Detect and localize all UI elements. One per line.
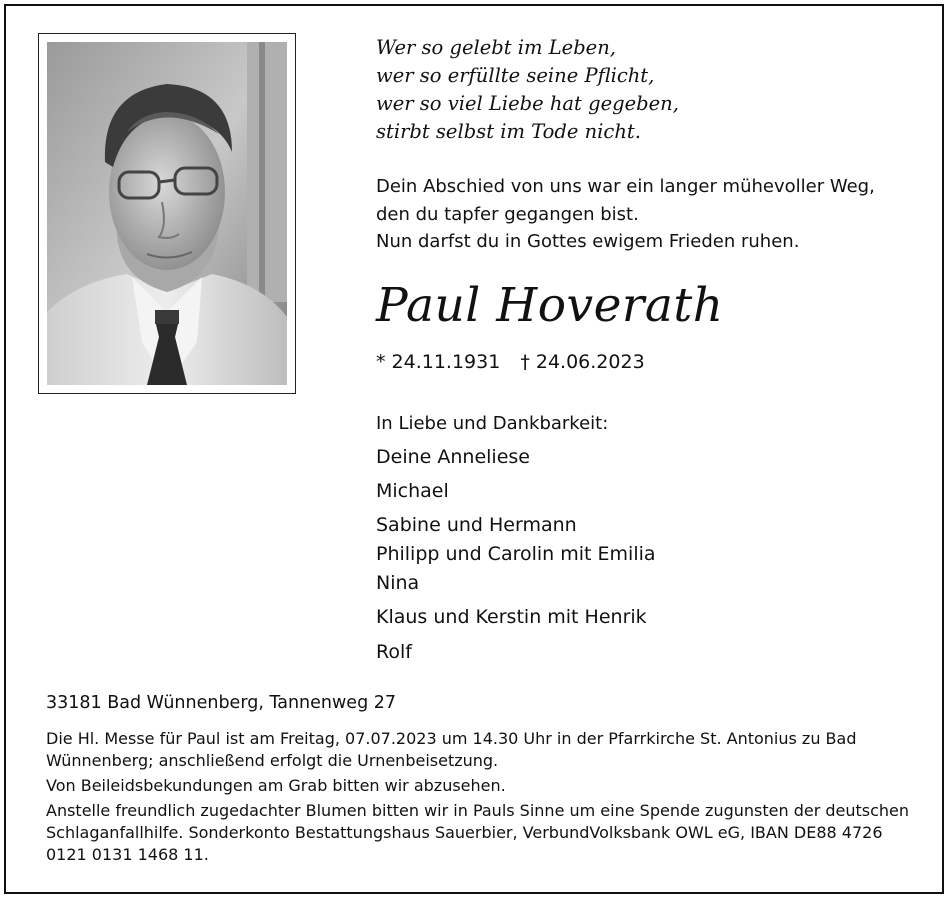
life-dates — [376, 348, 645, 376]
note-paragraph: Von Beileidsbekundungen am Grab bitten wir abzusehen. — [46, 776, 506, 795]
poem-line: stirbt selbst im Tode nicht. — [376, 120, 641, 143]
family-member: Philipp und Carolin mit Emilia — [376, 543, 656, 565]
note-paragraph: Die Hl. Messe für Paul ist am Freitag, 07.07.2023 um 14.30 Uhr in der Pfarrkirche St. Antonius zu Bad Wünnenberg; anschließend erfolgt die Urnenbeisetzung. — [46, 729, 857, 770]
deceased-name: Paul Hoverath — [376, 278, 724, 333]
poem — [376, 34, 679, 146]
farewell-text — [376, 173, 875, 256]
family-member: Michael — [376, 480, 449, 502]
farewell-line: den du tapfer gegangen bist. — [376, 203, 639, 225]
family-member: Sabine und Hermann — [376, 514, 577, 536]
family-member: Deine Anneliese — [376, 446, 530, 468]
portrait-photo — [47, 42, 287, 385]
poem-line: wer so viel Liebe hat gegeben, — [376, 92, 679, 115]
family-member: Klaus und Kerstin mit Henrik — [376, 606, 647, 628]
farewell-line: Nun darfst du in Gottes ewigem Frieden ruhen. — [376, 231, 800, 252]
service-notes — [46, 728, 926, 869]
farewell-line: Dein Abschied von uns war ein langer mühevoller Weg, — [376, 176, 875, 197]
family-member: Nina — [376, 572, 420, 594]
family-member: Rolf — [376, 641, 412, 663]
portrait-frame — [38, 33, 296, 394]
poem-line: Wer so gelebt im Leben, — [376, 36, 616, 59]
birth-date: * 24.11.1931 — [376, 351, 501, 373]
address: 33181 Bad Wünnenberg, Tannenweg 27 — [46, 693, 397, 713]
thanks-heading: In Liebe und Dankbarkeit: — [376, 413, 609, 434]
note-paragraph: Anstelle freundlich zugedachter Blumen bitten wir in Pauls Sinne um eine Spende zugunsten der deutschen Schlaganfallhilfe. Sonderkonto Bestattungshaus Sauerbier, VerbundVolksbank OWL eG, IBAN DE88 4726 0121 0131 1468 11. — [46, 801, 910, 864]
death-date: † 24.06.2023 — [520, 351, 645, 373]
poem-line: wer so erfüllte seine Pflicht, — [376, 64, 655, 87]
